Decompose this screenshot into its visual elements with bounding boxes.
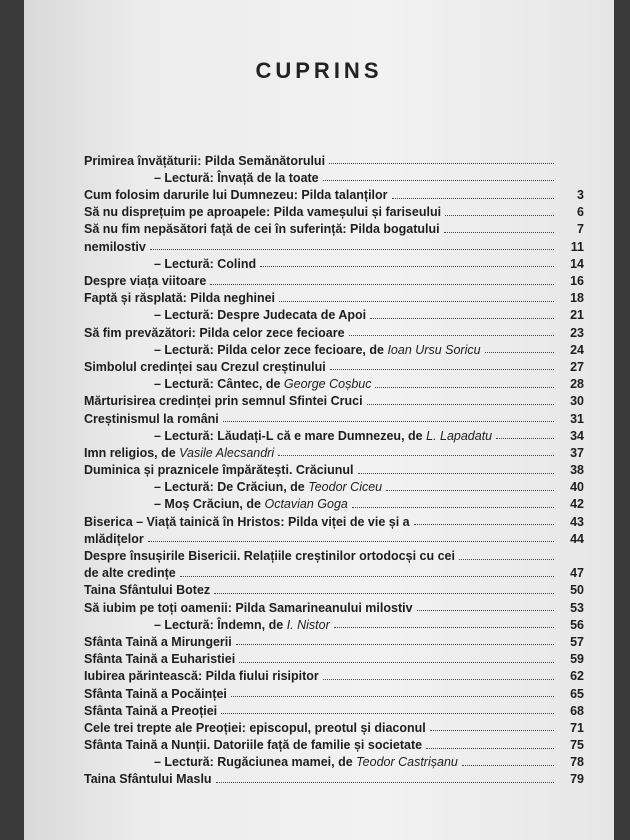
toc-page-number: 23 — [570, 325, 584, 340]
toc-entry-title: – Lectură: Învață de la toate — [154, 170, 319, 185]
toc-entry-title: Mărturisirea credinței prin semnul Sfintei Cruci — [84, 394, 363, 409]
toc-page-number: 14 — [570, 256, 584, 271]
dot-leader — [349, 335, 554, 336]
dot-leader — [496, 438, 554, 439]
dot-leader — [180, 576, 554, 577]
toc-entry — [84, 477, 584, 494]
toc-page-number: 16 — [570, 274, 584, 288]
toc-entry-title: – Lectură: Îndemn, de I. Nistor — [154, 617, 330, 632]
toc-entry-title: Sfânta Taină a Euharistiei — [84, 652, 236, 667]
dot-leader — [148, 541, 554, 542]
toc-entry — [84, 494, 584, 511]
dot-leader — [485, 352, 554, 353]
toc-entry-author: Vasile Alecsandri — [179, 445, 275, 460]
dot-leader — [239, 662, 554, 663]
toc-page-number: 65 — [570, 686, 584, 701]
dot-leader — [216, 782, 554, 783]
dot-leader — [150, 249, 554, 250]
dot-leader — [223, 421, 554, 422]
toc-entry-title: – Lectură: Cântec, de George Coșbuc — [154, 377, 372, 392]
toc-page-number: 71 — [570, 720, 584, 735]
toc-entry — [84, 167, 584, 184]
dot-leader — [367, 404, 554, 405]
dot-leader — [375, 387, 554, 388]
toc-entry — [84, 752, 584, 769]
dot-leader — [445, 215, 554, 216]
dot-leader — [444, 232, 554, 233]
toc-entry — [84, 666, 584, 683]
toc-entry — [84, 717, 584, 734]
toc-page-number: 53 — [570, 600, 584, 615]
dot-leader — [414, 524, 554, 525]
toc-entry-title: Taina Sfântului Botez — [84, 583, 211, 598]
toc-entry-title: mlădițelor — [84, 531, 144, 546]
toc-page-number: 79 — [570, 772, 584, 787]
toc-entry — [84, 580, 584, 597]
dot-leader — [392, 198, 554, 199]
toc-entry-title: – Lectură: Colind — [154, 256, 257, 271]
toc-entry-title: Sfânta Taină a Mirungerii — [84, 634, 232, 649]
toc-entry — [84, 322, 584, 339]
dot-leader — [358, 473, 554, 474]
toc-entry — [84, 683, 584, 700]
toc-page-number: 44 — [570, 531, 584, 546]
toc-entry-title: Cele trei trepte ale Preoției: episcopul, preotul și diaconul — [84, 720, 426, 735]
toc-entry-author: George Coșbuc — [283, 377, 372, 392]
dot-leader — [260, 266, 554, 267]
toc-entry — [84, 700, 584, 717]
toc-page-number: 59 — [570, 652, 584, 667]
toc-entry-author: I. Nistor — [286, 617, 330, 632]
dot-leader — [430, 730, 554, 731]
toc-entry — [84, 597, 584, 614]
toc-page-number: 40 — [570, 480, 584, 495]
toc-page-number: 18 — [570, 291, 584, 306]
toc-page-number: 42 — [570, 497, 584, 512]
toc-entry-title: Sfânta Taină a Nunții. Datoriile față de familie și societate — [84, 738, 423, 753]
toc-page-number: 11 — [570, 239, 584, 254]
toc-page-number: 56 — [570, 617, 584, 632]
dot-leader — [330, 369, 554, 370]
dot-leader — [278, 455, 554, 456]
toc-entry-title: Să iubim pe toți oamenii: Pilda Samarineanului milostiv — [84, 600, 413, 615]
dot-leader — [334, 627, 554, 628]
toc-entry — [84, 270, 584, 287]
toc-entry-title: Să nu disprețuim pe aproapele: Pilda vameșului și fariseului — [84, 205, 442, 220]
toc-entry — [84, 202, 584, 219]
toc-page-number: 57 — [570, 634, 584, 649]
dot-leader — [279, 301, 554, 302]
toc-entry-title: – Lectură: Pilda celor zece fecioare, de Ioan Ursu Soricu — [154, 342, 481, 357]
toc-entry-title: Să fim prevăzători: Pilda celor zece fecioare — [84, 325, 345, 340]
toc-entry-title: Simbolul credinței sau Crezul creștinului — [84, 359, 326, 374]
toc-entry — [84, 408, 584, 425]
toc-entry — [84, 236, 584, 253]
toc-page-number: 37 — [570, 445, 584, 460]
toc-entry-title: Primirea învățăturii: Pilda Semănătorului — [84, 153, 326, 168]
toc-page-number: 24 — [570, 342, 584, 357]
toc-entry-title: nemilostiv — [84, 239, 146, 254]
toc-entry-title: de alte credințe — [84, 566, 176, 581]
toc-entry — [84, 769, 584, 786]
toc-entry — [84, 631, 584, 648]
toc-entry — [84, 459, 584, 476]
book-page — [24, 0, 614, 840]
toc-entry-title: Despre însușirile Bisericii. Relațiile creștinilor ortodocși cu cei — [84, 549, 455, 563]
toc-entry — [84, 563, 584, 580]
toc-entry-author: Ioan Ursu Soricu — [387, 342, 481, 357]
toc-page-number: 47 — [570, 566, 584, 581]
toc-page-number: 68 — [570, 703, 584, 718]
toc-entry — [84, 391, 584, 408]
toc-entry-title: Creștinismul la români — [84, 411, 219, 426]
toc-entry — [84, 511, 584, 528]
toc-entry-title: Sfânta Taină a Pocăinței — [84, 686, 227, 701]
toc-entry — [84, 734, 584, 751]
dot-leader — [426, 748, 554, 749]
toc-entry-title: – Moș Crăciun, de Octavian Goga — [154, 497, 348, 512]
toc-entry — [84, 545, 584, 562]
page-title: CUPRINS — [255, 58, 383, 83]
dot-leader — [214, 593, 554, 594]
dot-leader — [221, 713, 554, 714]
toc-page-number: 75 — [570, 738, 584, 753]
toc-entry-author: L. Lapadatu — [426, 428, 493, 443]
toc-page-number: 50 — [570, 583, 584, 598]
toc-page-number: 38 — [570, 463, 584, 478]
dot-leader — [329, 163, 554, 164]
toc-entry-title: Iubirea părintească: Pilda fiului risipitor — [84, 669, 319, 684]
toc-page-number: 27 — [570, 359, 584, 374]
dot-leader — [370, 318, 554, 319]
toc-page-number: 3 — [577, 188, 584, 203]
toc-entry-author: Teodor Castrișanu — [356, 755, 458, 770]
toc-page-number: 6 — [577, 205, 584, 220]
toc-entry — [84, 253, 584, 270]
toc-entry — [84, 305, 584, 322]
toc-page-number: 21 — [570, 308, 584, 323]
toc-entry-title: – Lectură: Lăudați-L că e mare Dumnezeu, de L. Lapadatu — [154, 428, 493, 443]
dot-leader — [459, 559, 554, 560]
dot-leader — [462, 765, 554, 766]
toc-entry-title: Să nu fim nepăsători față de cei în suferință: Pilda bogatului — [84, 222, 440, 237]
toc-entry — [84, 648, 584, 665]
toc-entry — [84, 373, 584, 390]
toc-entry-title: – Lectură: Despre Judecata de Apoi — [154, 308, 367, 323]
toc-entry-title: Faptă și răsplată: Pilda neghinei — [84, 291, 276, 306]
toc-entry-author: Teodor Ciceu — [308, 480, 383, 495]
toc-entry — [84, 150, 584, 167]
toc-entry — [84, 184, 584, 201]
toc-entry-title: Sfânta Taină a Preoției — [84, 703, 218, 718]
toc-page-number: 43 — [570, 514, 584, 529]
toc-page-number: 30 — [570, 394, 584, 409]
toc-entry-title: Despre viața viitoare — [84, 274, 207, 288]
dot-leader — [323, 679, 554, 680]
toc-entry — [84, 528, 584, 545]
toc-page-number: 34 — [570, 428, 584, 443]
toc-entry-title: – Lectură: De Crăciun, de Teodor Ciceu — [154, 480, 383, 495]
dot-leader — [417, 610, 554, 611]
toc-entry-title: Imn religios, de Vasile Alecsandri — [84, 445, 275, 460]
toc-page-number: 31 — [570, 411, 584, 426]
toc-entry-title: Duminica și praznicele împărătești. Crăciunul — [84, 463, 354, 478]
toc-entry — [84, 356, 584, 373]
toc-entry-title: Taina Sfântului Maslu — [84, 772, 212, 787]
toc-entry-title: Biserica – Viață tainică în Hristos: Pilda viței de vie și a — [84, 514, 410, 529]
dot-leader — [352, 507, 554, 508]
toc-entry — [84, 614, 584, 631]
toc-entry-author: Octavian Goga — [264, 497, 348, 512]
dot-leader — [386, 490, 554, 491]
toc-entry — [84, 425, 584, 442]
dot-leader — [210, 284, 554, 285]
toc-entry-title: – Lectură: Rugăciunea mamei, de Teodor Castrișanu — [154, 755, 458, 770]
dot-leader — [236, 644, 554, 645]
toc-page-number: 62 — [570, 669, 584, 684]
toc-page-number: 78 — [570, 755, 584, 770]
toc-entry — [84, 339, 584, 356]
dot-leader — [231, 696, 554, 697]
table-of-contents — [84, 150, 584, 786]
toc-entry — [84, 219, 584, 236]
toc-entry-title: Cum folosim darurile lui Dumnezeu: Pilda talanților — [84, 188, 388, 203]
toc-page-number: 28 — [570, 377, 584, 392]
dot-leader — [323, 180, 554, 181]
toc-entry — [84, 442, 584, 459]
toc-entry — [84, 288, 584, 305]
toc-page-number: 7 — [577, 222, 584, 237]
